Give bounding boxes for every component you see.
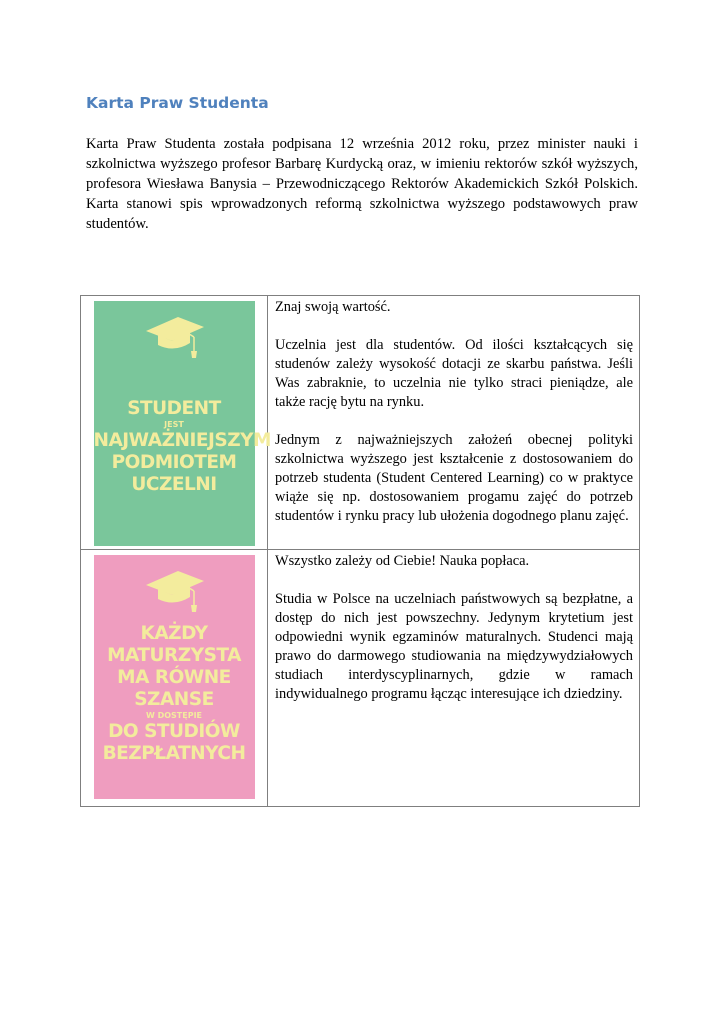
poster-line: JEST <box>164 420 184 429</box>
row-heading: Wszystko zależy od Ciebie! Nauka popłaca. <box>275 553 530 569</box>
row-paragraph: Uczelnia jest dla studentów. Od ilości kształcących się studenów zależy wysokość dotacji ze skarbu państwa. Jeśli Was zabraknie, to uczelnia nie tylko straci pieniądze, ale także rację bytu na rynku. <box>275 337 633 410</box>
text-cell <box>268 550 640 807</box>
poster-line: MA RÓWNE <box>117 667 231 688</box>
poster-line: KAŻDY <box>140 623 208 644</box>
poster-line: W DOSTĘPIE <box>145 711 203 720</box>
graduation-cap-icon <box>144 313 206 359</box>
graduation-cap-icon <box>144 567 206 613</box>
table-row <box>81 550 640 807</box>
poster-line: MATURZYSTA <box>107 645 241 666</box>
poster-line: PODMIOTEM <box>111 452 237 473</box>
poster-kazdy-maturzysta <box>94 555 255 799</box>
poster-line: DO STUDIÓW <box>108 721 240 742</box>
poster-line: BEZPŁATNYCH <box>102 743 246 764</box>
row-paragraph: Jednym z najważniejszych założeń obecnej polityki szkolnictwa wyższego jest kształcenie z dostosowaniem do potrzeb studenta (Student Centered Learning) co w praktyce wiąże się np. dostosowaniem progamu zajęć do potrzeb studentów i rynku pracy lub ułożenia dogodnego planu zajęć. <box>275 432 633 524</box>
document-heading: Karta Praw Studenta <box>86 94 269 112</box>
poster-line: SZANSE <box>134 689 214 710</box>
row-heading: Znaj swoją wartość. <box>275 299 391 315</box>
intro-paragraph: Karta Praw Studenta została podpisana 12 września 2012 roku, przez minister nauki i szkolnictwa wyższego profesor Barbarę Kurdycką oraz, w imieniu rektorów szkół wyższych, profesora Wiesława Banysia – Przewodniczącego Rektorów Akademickich Szkół Polskich. Karta stanowi spis wprowadzonych reformą szkolnictwa wyższego podstawowych praw studentów. <box>86 136 638 232</box>
text-cell <box>268 296 640 550</box>
rights-table <box>80 295 640 807</box>
poster-line: NAJWAŻNIEJSZYM <box>93 430 271 451</box>
poster-line: UCZELNI <box>131 474 217 495</box>
row-paragraph: Studia w Polsce na uczelniach państwowych są bezpłatne, a dostęp do nich jest powszechny. Jedynym krytetium jest odpowiedni wynik egzaminów maturalnych. Studenci mają prawo do darmowego studiowania na międzywydziałowych studiach interdyscyplinarnych, gdzie w ramach indywidualnego programu łącząc interesujące ich dziedziny. <box>275 591 633 702</box>
poster-line: STUDENT <box>127 398 221 419</box>
table-row <box>81 296 640 550</box>
poster-cell <box>81 296 271 550</box>
poster-student-najwazniejszym <box>93 301 271 546</box>
poster-cell <box>81 550 268 807</box>
